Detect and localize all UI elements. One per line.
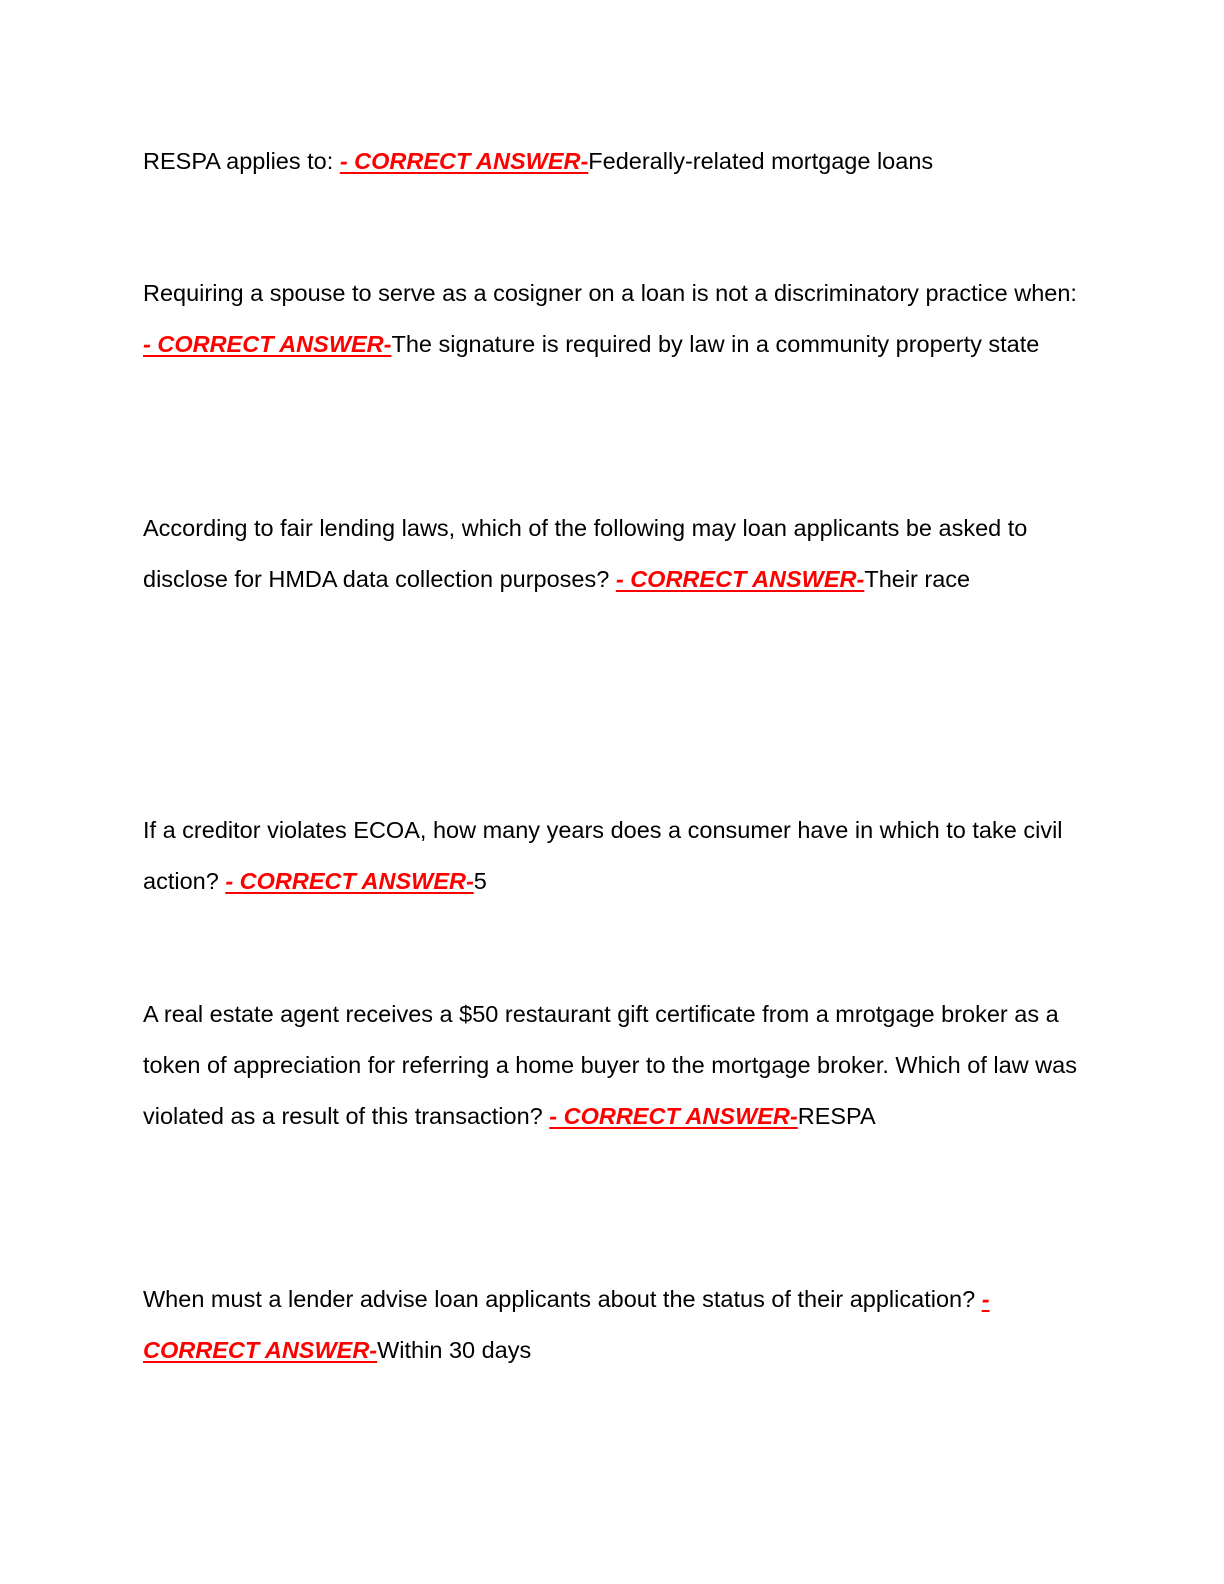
answer-text: The signature is required by law in a community property state [391, 331, 1040, 357]
question-text: If a creditor violates ECOA, how many years does a consumer have in which to take civil action? [143, 817, 1063, 894]
correct-answer-marker: - CORRECT ANSWER- [549, 1103, 798, 1129]
correct-answer-marker: - CORRECT ANSWER- [143, 331, 392, 357]
qa-item-4 [143, 805, 1083, 907]
question-text: RESPA applies to: [143, 148, 340, 174]
answer-text: 5 [473, 868, 487, 894]
qa-item-2 [143, 268, 1083, 370]
correct-answer-marker: - CORRECT ANSWER- [143, 1286, 990, 1363]
answer-text: Within 30 days [377, 1337, 532, 1363]
qa-item-1 [143, 136, 1083, 187]
qa-item-5 [143, 989, 1083, 1142]
question-text: According to fair lending laws, which of the following may loan applicants be asked to disclose for HMDA data collection purposes? [143, 515, 1028, 592]
correct-answer-marker: - CORRECT ANSWER- [339, 148, 589, 174]
answer-text: RESPA [797, 1103, 876, 1129]
question-text: A real estate agent receives a $50 restaurant gift certificate from a mrotgage broker as a token of appreciation for referring a home buyer to the mortgage broker. Which of law was violated as a result of this transaction? [143, 1001, 1077, 1129]
qa-item-3 [143, 503, 1083, 605]
answer-text: Federally-related mortgage loans [588, 148, 934, 174]
answer-text: Their race [864, 566, 971, 592]
correct-answer-marker: - CORRECT ANSWER- [225, 868, 474, 894]
question-text: When must a lender advise loan applicants about the status of their application? [143, 1286, 982, 1312]
qa-item-6 [143, 1274, 1083, 1376]
correct-answer-marker: - CORRECT ANSWER- [615, 566, 865, 592]
question-text: Requiring a spouse to serve as a cosigner on a loan is not a discriminatory practice when: [143, 280, 1077, 306]
